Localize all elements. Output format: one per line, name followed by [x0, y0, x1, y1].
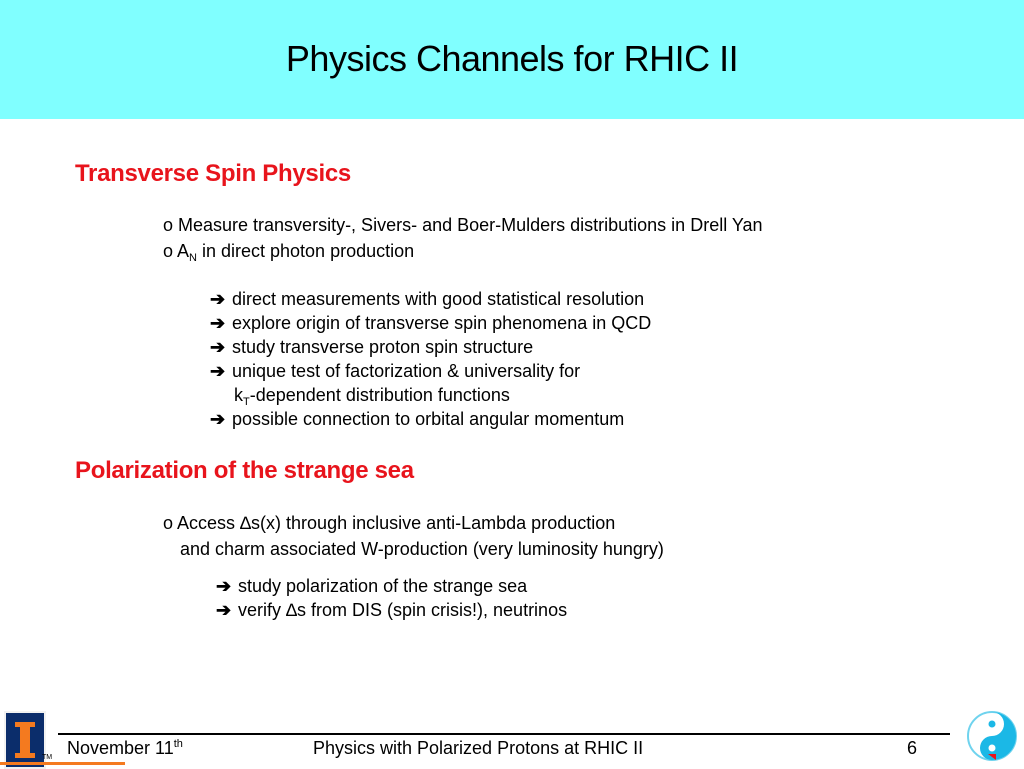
arrow-icon: ➔ — [210, 409, 226, 429]
arrow-item-unique-test: ➔ unique test of factorization & universality for — [210, 361, 581, 381]
arrow-icon: ➔ — [210, 313, 226, 333]
arrow-item-study-structure: ➔ study transverse proton spin structure — [210, 337, 534, 357]
university-logo — [4, 711, 46, 769]
bullet-an-direct-photon: o $A_N$ in direct photon production — [163, 241, 415, 264]
footer-title: Physics with Polarized Protons at RHIC II — [313, 738, 644, 758]
arrow-item-orbital-momentum: ➔ possible connection to orbital angular momentum — [210, 409, 625, 429]
arrow-item-direct-measurements: ➔ direct measurements with good statistical resolution — [210, 289, 645, 309]
arrow-icon: ➔ — [216, 576, 232, 596]
section-heading-transverse-spin: Transverse Spin Physics — [75, 160, 351, 187]
bullet-access-delta-s-continued: and charm associated W-production (very luminosity hungry) — [180, 539, 664, 559]
footer-divider — [58, 733, 950, 735]
arrow-item-explore-origin: ➔ explore origin of transverse spin phenomena in QCD — [210, 313, 652, 333]
arrow-icon: ➔ — [210, 361, 226, 381]
footer-date: November 11th — [67, 738, 183, 758]
slide-title: Physics Channels for RHIC II — [285, 38, 739, 79]
arrow-item-unique-test-continued: $k_T$-dependent distribution functions — [234, 385, 510, 408]
yin-yang-logo — [966, 710, 1018, 762]
arrow-icon: ➔ — [210, 337, 226, 357]
arrow-icon: ➔ — [216, 600, 232, 620]
arrow-icon: ➔ — [210, 289, 226, 309]
arrow-item-verify-delta-s: ➔ verify ∆s from DIS (spin crisis!), neutrinos — [216, 600, 568, 620]
logo-underline — [0, 762, 125, 765]
bullet-access-delta-s: o Access ∆s(x) through inclusive anti-Lambda production — [163, 513, 616, 533]
section-heading-strange-sea: Polarization of the strange sea — [75, 457, 414, 484]
trademark-mark: TM — [42, 754, 53, 761]
bullet-measure-transversity: o Measure transversity-, Sivers- and Boer-Mulders distributions in Drell Yan — [163, 215, 763, 235]
arrow-item-study-polarization: ➔ study polarization of the strange sea — [216, 576, 528, 596]
page-number: 6 — [907, 738, 918, 758]
